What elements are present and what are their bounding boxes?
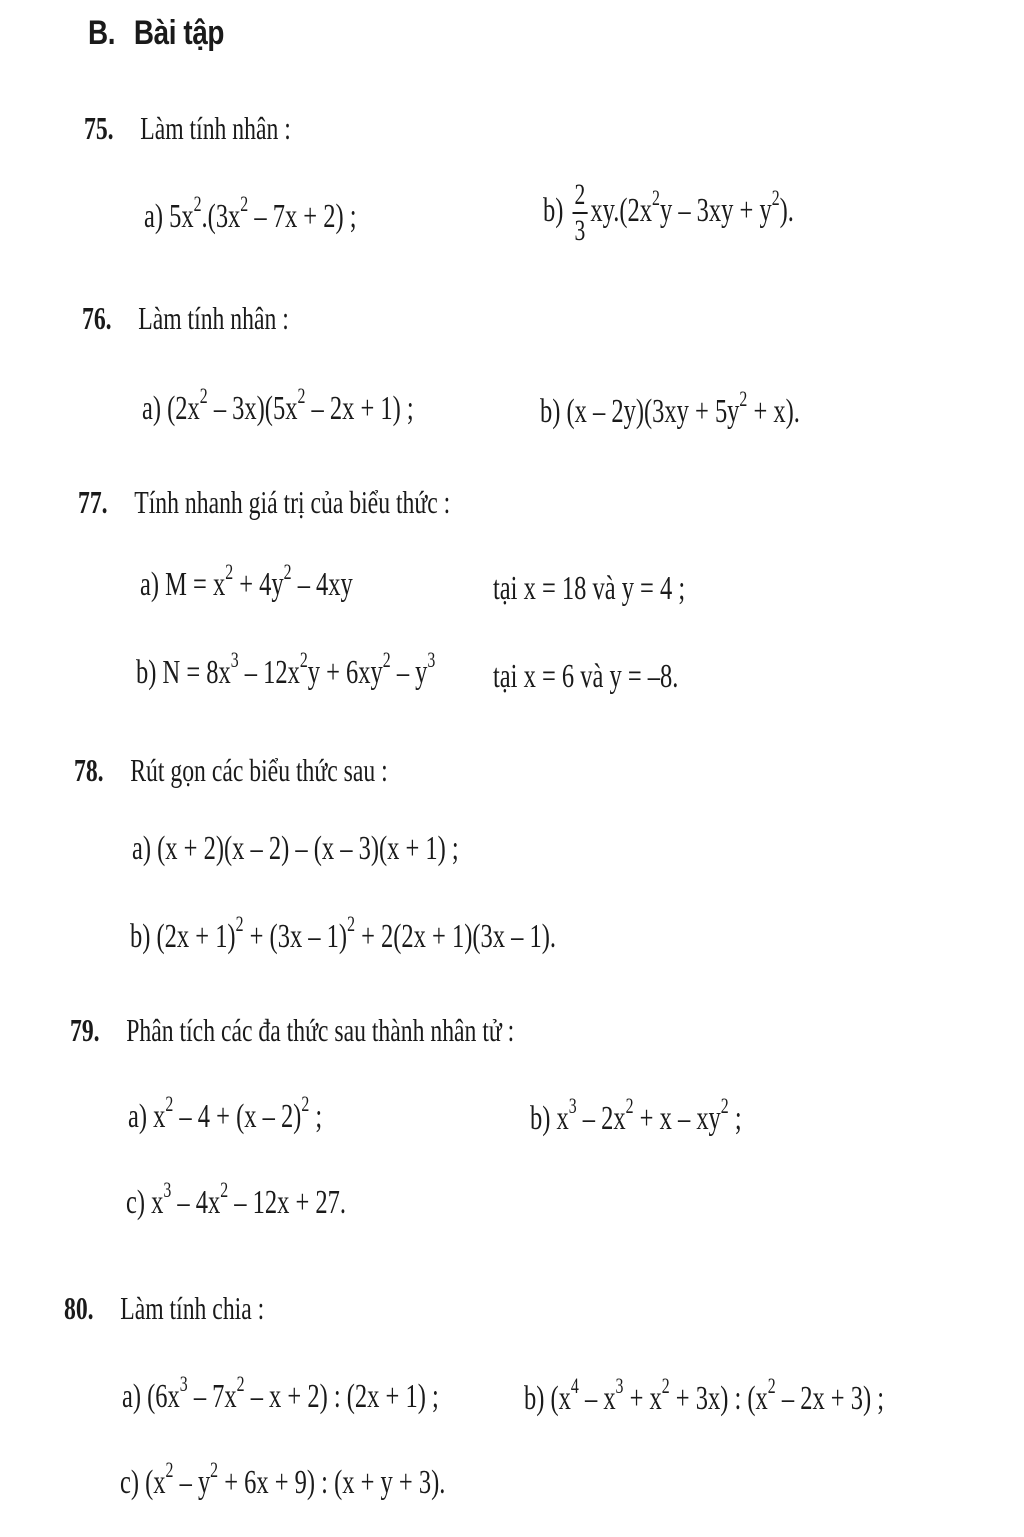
exercise-79b: b) $x^3 - 2x^2 + x - xy^2$ ; xyxy=(530,1093,742,1137)
section-title-text: Bài tập xyxy=(133,14,225,52)
exercise-79-heading xyxy=(70,1012,514,1049)
exercise-title: Tính nhanh giá trị của biểu thức : xyxy=(134,484,451,520)
exercise-75b: b) $\frac{2}{3}$ $xy.(2x^2y - 3xy + y^2)$. xyxy=(543,178,794,247)
exercise-number: 77. xyxy=(78,484,108,520)
exercise-77a-condition: tại x = 18 và y = 4 ; xyxy=(493,570,686,607)
exercise-80c: c) $(x^2 - y^2 + 6x + 9)$ : (x + y + 3). xyxy=(120,1457,446,1501)
section-title xyxy=(88,14,224,53)
exercise-77-heading xyxy=(78,484,450,521)
exercise-77b-condition: tại x = 6 và y = –8. xyxy=(493,658,679,695)
exercise-80b: b) $(x^4 - x^3 + x^2 + 3x)$ : $(x^2 - 2x + 3)$ ; xyxy=(524,1373,885,1417)
exercise-number: 80. xyxy=(64,1290,94,1326)
exercise-title: Làm tính nhân : xyxy=(138,300,289,336)
exercise-77a: a) $M = x^2 + 4y^2 - 4xy$ xyxy=(140,559,353,603)
exercise-number: 78. xyxy=(74,752,104,788)
exercise-75a: a) $5x^2.(3x^2 - 7x + 2)$ ; xyxy=(144,191,357,235)
exercise-number: 76. xyxy=(82,300,112,336)
exercise-title: Làm tính nhân : xyxy=(140,110,291,146)
exercise-80-heading xyxy=(64,1290,264,1327)
exercise-77b: b) $N = 8x^3 - 12x^2y + 6xy^2 - y^3$ xyxy=(136,647,436,691)
exercise-number: 75. xyxy=(84,110,114,146)
exercise-76-heading xyxy=(82,300,289,337)
exercise-76a: a) $(2x^2 - 3x)(5x^2 - 2x + 1)$ ; xyxy=(142,383,414,427)
exercise-79c: c) $x^3 - 4x^2 - 12x + 27$. xyxy=(126,1177,347,1221)
exercise-78a: a) (x + 2)(x – 2) – (x – 3)(x + 1) ; xyxy=(132,830,459,867)
exercise-76b: b) $(x - 2y)(3xy + 5y^2 + x)$. xyxy=(540,386,800,430)
section-letter: B. xyxy=(88,14,116,52)
exercise-title: Làm tính chia : xyxy=(120,1290,265,1326)
exercise-title: Phân tích các đa thức sau thành nhân tử : xyxy=(126,1012,515,1048)
exercise-78b: b) $(2x + 1)^2 + (3x - 1)^2 + 2(2x + 1)(3x - 1)$. xyxy=(130,911,556,955)
exercise-78-heading xyxy=(74,752,388,789)
exercise-79a: a) $x^2 - 4 + (x - 2)^2$ ; xyxy=(128,1091,323,1135)
exercise-number: 79. xyxy=(70,1012,100,1048)
exercise-75-heading xyxy=(84,110,291,147)
exercise-title: Rút gọn các biểu thức sau : xyxy=(130,752,388,788)
fraction: $\frac{2}{3}$ xyxy=(572,180,587,246)
exercise-80a: a) $(6x^3 - 7x^2 - x + 2)$ : (2x + 1) ; xyxy=(122,1371,439,1415)
